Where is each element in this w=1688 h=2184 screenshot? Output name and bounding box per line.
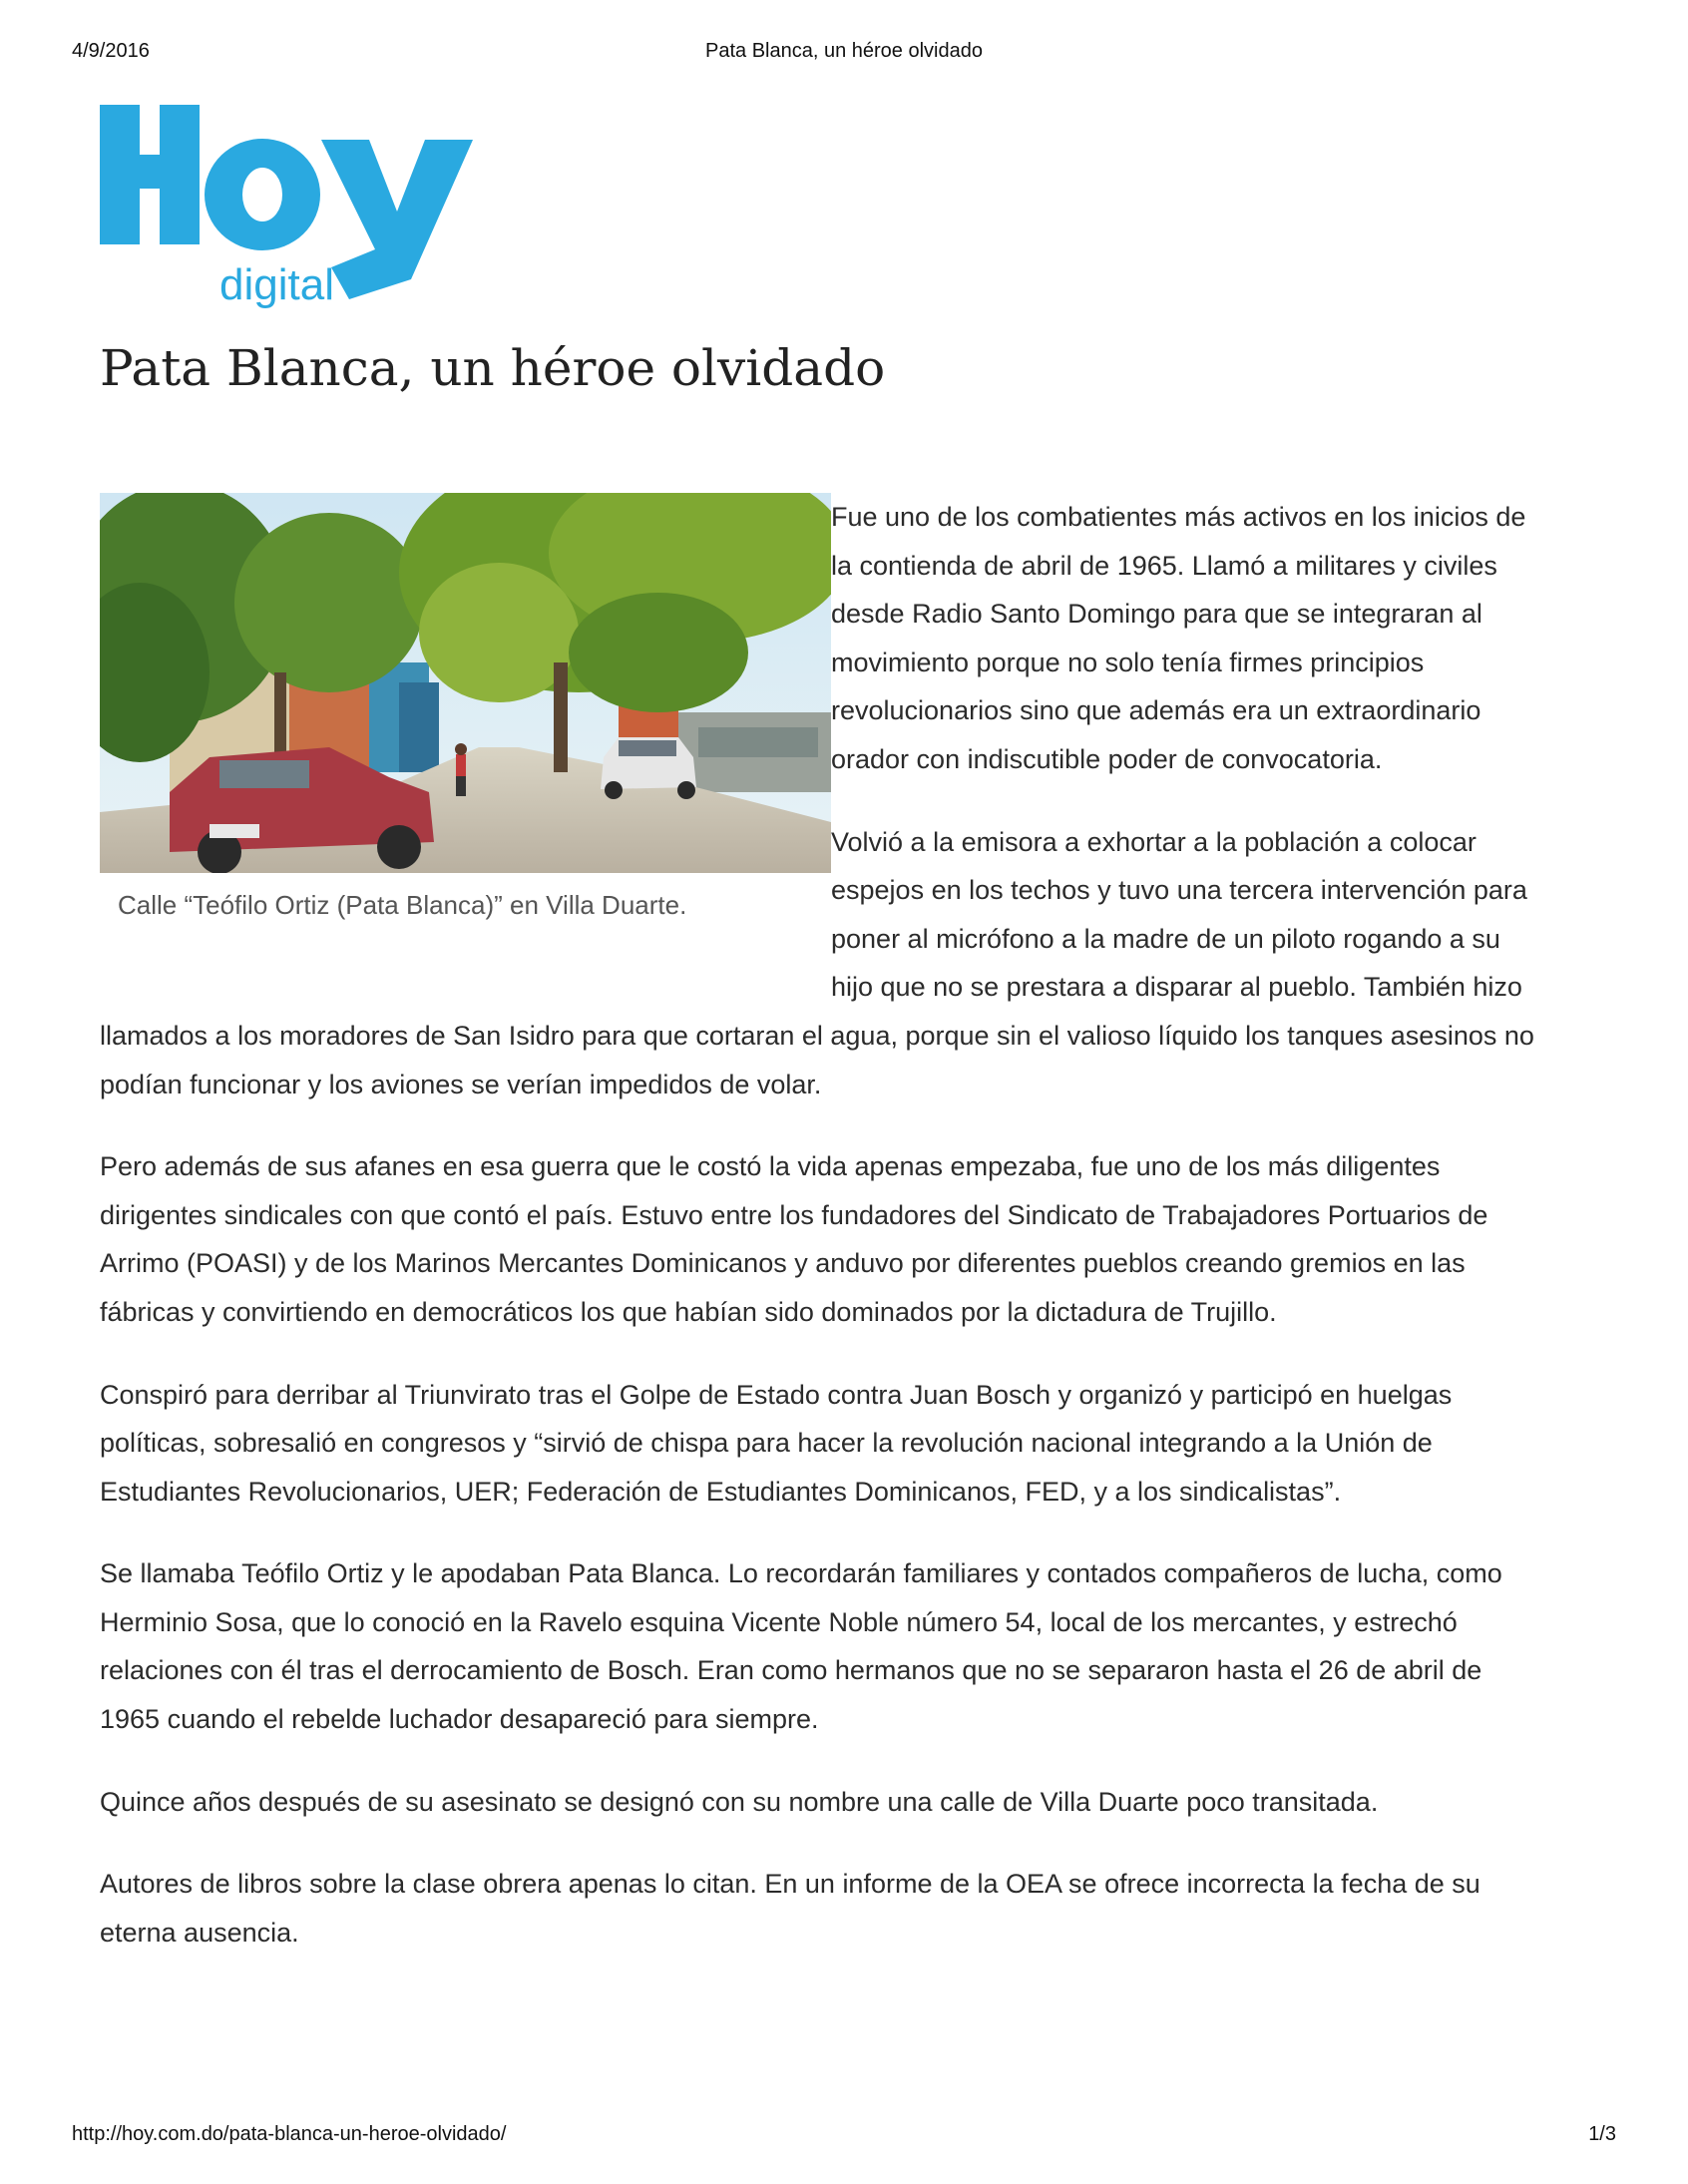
print-page-title: Pata Blanca, un héroe olvidado: [705, 40, 983, 62]
article-paragraph: Conspiró para derribar al Triunvirato tras el Golpe de Estado contra Juan Bosch y organizó y participó en huelgas políticas, sobresalió en congresos y “sirvió de chispa para hacer la revolución nacional integrando a la Unión de Estudiantes Revolucionarios, UER; Federación de Estudiantes Dominicanos, FED, y a los sindicalistas”.: [100, 1379, 1453, 1507]
article-paragraph: Fue uno de los combatientes más activos en los inicios de la contienda de abril de 1965. Llamó a militares y civiles desde Radio Santo Domingo para que se integraran al movimiento porque no solo tenía firmes principios revolucionarios sino que además era un extraordinario orador con indiscutible poder de convocatoria.: [831, 502, 1526, 774]
street-photo[interactable]: [100, 493, 831, 873]
page-url[interactable]: http://hoy.com.do/pata-blanca-un-heroe-olvidado/: [72, 2123, 507, 2145]
article-paragraph: Se llamaba Teófilo Ortiz y le apodaban Pata Blanca. Lo recordarán familiares y contados compañeros de lucha, como Herminio Sosa, que lo conoció en la Ravelo esquina Vicente Noble número 54, local de los mercantes, y estrechó relaciones con él tras el derrocamiento de Bosch. Eran como hermanos que no se separaron hasta el 26 de abril de 1965 cuando el rebelde luchador desapareció para siempre.: [100, 1558, 1502, 1735]
hoy-digital-logo[interactable]: [100, 100, 489, 314]
article-figure: [100, 493, 831, 977]
print-footer: [72, 2123, 1616, 2153]
article-body: [100, 493, 1536, 1990]
article-paragraph: Volvió a la emisora a exhortar a la población a colocar espejos en los techos y tuvo una tercera intervención para poner al micrófono a la madre de un piloto rogando a su hijo que no se prestara a disparar al pueblo. También hizo llamados a los moradores de San Isidro para que cortaran el agua, porque sin el valioso líquido los tanques asesinos no podían funcionar y los aviones se verían impedidos de volar.: [100, 826, 1534, 1099]
print-header: [72, 40, 1616, 70]
logo-digital-text: digital: [219, 260, 334, 309]
article-headline: Pata Blanca, un héroe olvidado: [100, 339, 886, 397]
print-date: 4/9/2016: [72, 40, 150, 62]
page-number: 1/3: [1588, 2123, 1616, 2145]
article-paragraph: Autores de libros sobre la clase obrera apenas lo citan. En un informe de la OEA se ofrece incorrecta la fecha de su eterna ausencia.: [100, 1869, 1480, 1948]
image-caption: Calle “Teófilo Ortiz (Pata Blanca)” en Villa Duarte.: [118, 890, 687, 920]
article-paragraph: Pero además de sus afanes en esa guerra que le costó la vida apenas empezaba, fue uno de los más diligentes dirigentes sindicales con que contó el país. Estuvo entre los fundadores del Sindicato de Trabajadores Portuarios de Arrimo (POASI) y de los Marinos Mercantes Dominicanos y anduvo por diferentes pueblos creando gremios en las fábricas y convirtiendo en democráticos los que habían sido dominados por la dictadura de Trujillo.: [100, 1151, 1488, 1327]
article-paragraph: Quince años después de su asesinato se designó con su nombre una calle de Villa Duarte poco transitada.: [100, 1786, 1379, 1817]
